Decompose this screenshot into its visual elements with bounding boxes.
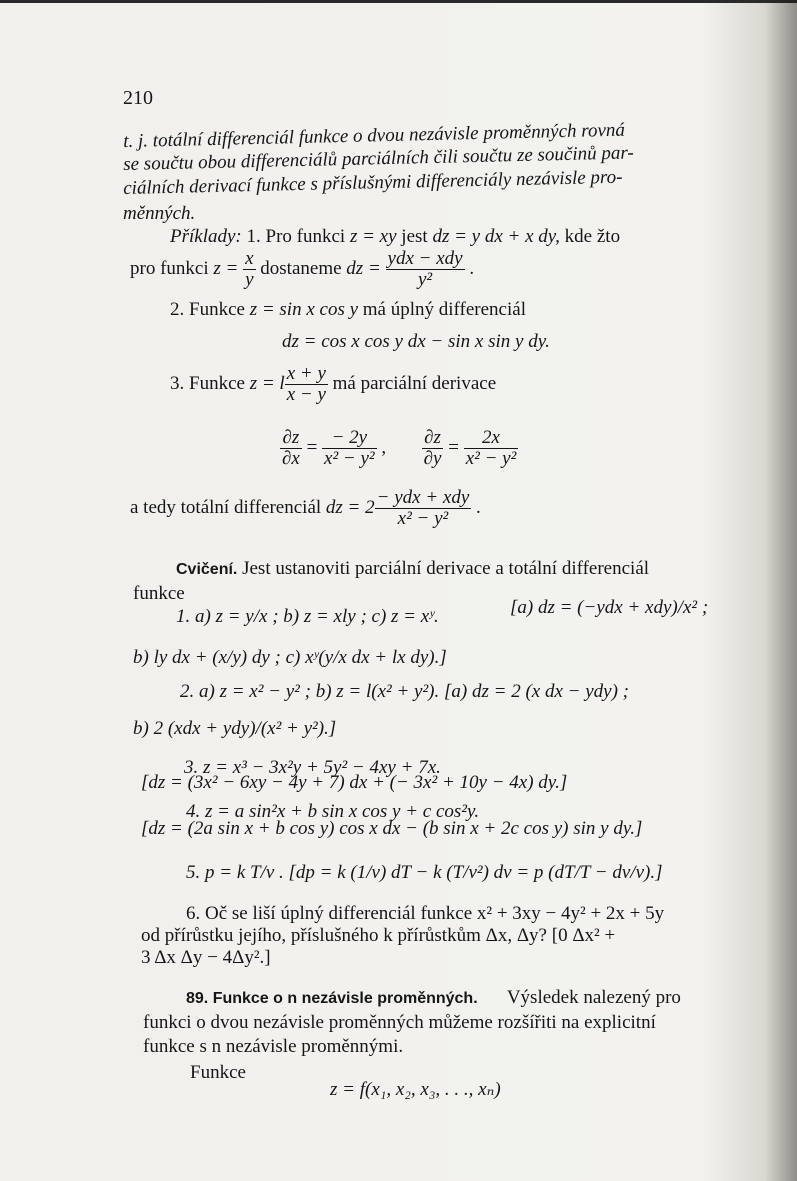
fraction-x-over-y: $\frac{x}{y}$: [245, 248, 254, 291]
exercise-3-answer: [dz = (3x² − 6xy − 4y + 7) dx + (− 3x² + 10y − 4x) dy.]: [141, 772, 568, 793]
exercise-3: 3. z = x³ − 3x²y + 5y² − 4xy + 7x.: [184, 757, 441, 778]
example-3-line: 3. Funkce z = l $\frac{x + y}{x - y}$ má parciální derivace: [170, 363, 497, 406]
scan-top-edge: [0, 0, 797, 3]
intro-line-3: ciálních derivací funkce s příslušnými differenciály nezávisle pro-: [123, 166, 623, 199]
exercise-4: 4. z = a sin²x + b sin x cos y + c cos²y.: [186, 801, 480, 822]
exercise-6-line-2: od přírůstku jejího, příslušného k přírůstkům Δx, Δy? [0 Δx² +: [141, 925, 616, 946]
example-1-line: Příklady: 1. Pro funkci z = xy jest dz = y dx + x dy, kde žto: [170, 226, 621, 247]
example-3-total: a tedy totální differenciál dz = 2 $\frac{\text{− ydx + xdy}}{\text{x² − y²}}$ .: [130, 487, 481, 530]
section-89-heading: 89. Funkce o n nezávisle proměnných.: [186, 990, 478, 1007]
section-89-line-3: funkce s n nezávisle proměnnými.: [143, 1036, 404, 1057]
example-2-line: 2. Funkce z = sin x cos y má úplný differenciál: [170, 299, 526, 320]
section-89-line-1: 89. Funkce o n nezávisle proměnných. Výsledek nalezený pro: [186, 987, 681, 1008]
exercises-heading: Cvičení.: [176, 561, 238, 578]
intro-line-1: t. j. totální differenciál funkce o dvou nezávisle proměnných rovná: [123, 119, 626, 152]
exercise-2-continued: b) 2 (xdx + ydy)/(x² + y²).]: [133, 718, 337, 739]
intro-line-4: měnných.: [123, 203, 196, 224]
exercise-6-line-1: 6. Oč se liší úplný differenciál funkce x² + 3xy − 4y² + 2x + 5y: [186, 903, 665, 924]
exercise-1-answer: [a) dz = (−ydx + xdy)/x² ;: [510, 597, 709, 618]
exercise-5: 5. p = k T/v . [dp = k (1/v) dT − k (T/v²) dv = p (dT/T − dv/v).]: [186, 862, 663, 883]
section-89-line-2: funkci o dvou nezávisle proměnných můžeme rozšířiti na explicitní: [143, 1012, 656, 1033]
example-3-partials: $\frac{\partial z}{\partial x}$ = $\frac{- 2y}{\text{x² − y²}}$ , $\frac{\partial z}{\partial y}$ = $\frac{2x}{\text{x² − y²}}$: [282, 427, 517, 470]
exercises-intro-2: funkce: [133, 583, 185, 604]
section-89-line-4: Funkce: [190, 1062, 246, 1083]
fraction-log-arg: $\frac{x + y}{x - y}$: [286, 363, 326, 406]
page-fold-shadow: [765, 0, 797, 1181]
exercise-2: 2. a) z = x² − y² ; b) z = l(x² + y²). [a) dz = 2 (x dx − ydy) ;: [180, 681, 629, 702]
section-89-formula: z = f(x₁, x₂, x₃, . . ., xₙ): [330, 1079, 501, 1100]
exercise-1: 1. a) z = y/x ; b) z = xly ; c) z = xʸ.: [176, 606, 439, 627]
fraction-dz: $\frac{\text{ydx − xdy}}{\text{y²}}$: [387, 248, 463, 291]
intro-line-2: se součtu obou differenciálů parciálních čili součtu ze součinů par-: [123, 142, 634, 175]
exercises-intro: Cvičení. Jest ustanoviti parciální derivace a totální differenciál: [176, 558, 650, 579]
example-1-line-2: pro funkci z = $\frac{x}{y}$ dostaneme dz = $\frac{\text{ydx − xdy}}{\text{y²}}$ .: [130, 248, 475, 291]
example-2-formula: dz = cos x cos y dx − sin x sin y dy.: [282, 331, 550, 352]
exercise-4-answer: [dz = (2a sin x + b cos y) cos x dx − (b sin x + 2c cos y) sin y dy.]: [141, 818, 643, 839]
examples-heading: Příklady:: [170, 226, 242, 247]
page-number: 210: [123, 87, 153, 109]
exercise-1-continued: b) ly dx + (x/y) dy ; c) xʸ(y/x dx + lx dy).]: [133, 647, 447, 668]
exercise-6-line-3: 3 Δx Δy − 4Δy².]: [141, 947, 271, 968]
